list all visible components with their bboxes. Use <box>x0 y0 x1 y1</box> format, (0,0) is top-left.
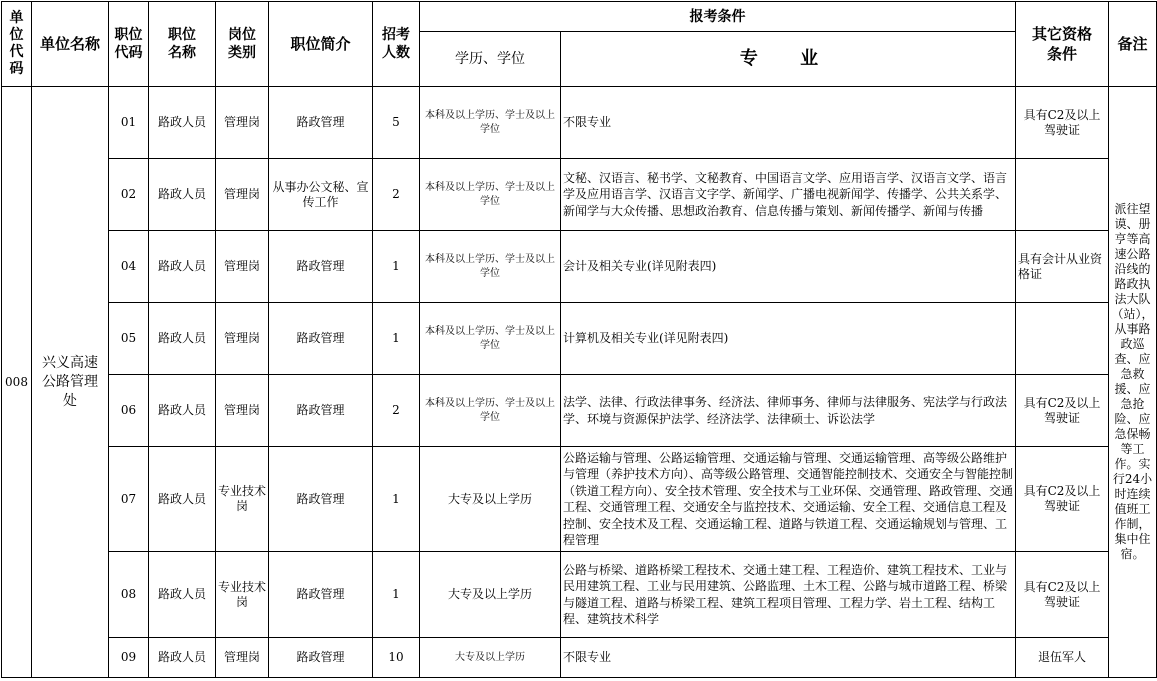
position-type: 专业技术岗 <box>216 447 269 552</box>
position-type: 管理岗 <box>216 375 269 447</box>
position-code: 09 <box>109 638 149 678</box>
major: 文秘、汉语言、秘书学、文秘教育、中国语言文学、应用语言学、汉语言文学、语言学及应用语言学、汉语言文字学、新闻学、广播电视新闻学、传播学、公共关系学、新闻学与大众传播、思想政治教育、信息传播与策划、新闻传播学、新闻与传播 <box>561 159 1016 231</box>
major: 法学、法律、行政法律事务、经济法、律师事务、律师与法律服务、宪法学与行政法学、环境与资源保护法学、经济法学、法律硕士、诉讼法学 <box>561 375 1016 447</box>
table-row <box>2 638 1157 678</box>
position-type: 专业技术岗 <box>216 552 269 638</box>
position-code: 01 <box>109 87 149 159</box>
other-conditions: 退伍军人 <box>1016 638 1109 678</box>
position-name: 路政人员 <box>149 552 216 638</box>
recruit-count: 10 <box>373 638 420 678</box>
position-name: 路政人员 <box>149 375 216 447</box>
major: 不限专业 <box>561 638 1016 678</box>
position-code: 08 <box>109 552 149 638</box>
position-desc: 路政管理 <box>269 231 373 303</box>
position-name: 路政人员 <box>149 303 216 375</box>
header-education: 学历、学位 <box>420 32 561 87</box>
education: 大专及以上学历 <box>420 447 561 552</box>
position-type: 管理岗 <box>216 231 269 303</box>
position-desc: 路政管理 <box>269 87 373 159</box>
position-type: 管理岗 <box>216 638 269 678</box>
table-row <box>2 231 1157 303</box>
recruit-count: 2 <box>373 159 420 231</box>
recruit-count: 2 <box>373 375 420 447</box>
major: 不限专业 <box>561 87 1016 159</box>
other-conditions: 具有C2及以上驾驶证 <box>1016 447 1109 552</box>
position-type: 管理岗 <box>216 303 269 375</box>
header-major: 专 业 <box>561 32 1016 87</box>
position-code: 06 <box>109 375 149 447</box>
recruit-count: 1 <box>373 231 420 303</box>
recruit-count: 1 <box>373 303 420 375</box>
header-remark: 备注 <box>1109 2 1157 87</box>
remark: 派往望谟、册亨等高速公路沿线的路政执法大队（站），从事路政巡查、应急救援、应急抢险、应急保畅等工作。实行24小时连续值班工作制，集中住宿。 <box>1109 87 1157 678</box>
header-position-code: 职位代码 <box>109 2 149 87</box>
table-row <box>2 159 1157 231</box>
position-code: 05 <box>109 303 149 375</box>
other-conditions: 具有C2及以上驾驶证 <box>1016 87 1109 159</box>
education: 大专及以上学历 <box>420 552 561 638</box>
position-type: 管理岗 <box>216 87 269 159</box>
unit-name: 兴义高速公路管理处 <box>32 87 109 678</box>
position-code: 02 <box>109 159 149 231</box>
recruit-count: 1 <box>373 447 420 552</box>
education: 本科及以上学历、学士及以上学位 <box>420 375 561 447</box>
position-name: 路政人员 <box>149 231 216 303</box>
header-conditions: 报考条件 <box>420 2 1016 32</box>
position-code: 04 <box>109 231 149 303</box>
position-desc: 路政管理 <box>269 638 373 678</box>
header-recruit-count: 招考人数 <box>373 2 420 87</box>
unit-code: 008 <box>2 87 32 678</box>
other-conditions: 具有C2及以上驾驶证 <box>1016 552 1109 638</box>
position-desc: 路政管理 <box>269 303 373 375</box>
other-conditions: 具有会计从业资格证 <box>1016 231 1109 303</box>
position-desc: 路政管理 <box>269 552 373 638</box>
education: 本科及以上学历、学士及以上学位 <box>420 159 561 231</box>
position-name: 路政人员 <box>149 87 216 159</box>
education: 大专及以上学历 <box>420 638 561 678</box>
header-position-type: 岗位类别 <box>216 2 269 87</box>
position-name: 路政人员 <box>149 638 216 678</box>
major: 公路运输与管理、公路运输管理、交通运输与管理、交通运输管理、高等级公路维护与管理（养护技术方向）、高等级公路管理、交通智能控制技术、交通安全与智能控制（铁道工程方向）、安全技术管理、安全技术与工业环保、交通管理、路政管理、交通工程、交通管理工程、交通安全与监控技术、交通运输、安全工程、交通信息工程及控制、安全技术及工程、交通运输工程、道路与铁道工程、交通运输规划与管理、工程管理 <box>561 447 1016 552</box>
header-position-desc: 职位简介 <box>269 2 373 87</box>
other-conditions <box>1016 159 1109 231</box>
major: 计算机及相关专业(详见附表四) <box>561 303 1016 375</box>
recruit-count: 5 <box>373 87 420 159</box>
position-name: 路政人员 <box>149 159 216 231</box>
header-position-name: 职位名称 <box>149 2 216 87</box>
other-conditions <box>1016 303 1109 375</box>
position-type: 管理岗 <box>216 159 269 231</box>
major: 公路与桥梁、道路桥梁工程技术、交通土建工程、工程造价、建筑工程技术、工业与民用建筑工程、工业与民用建筑、公路监理、土木工程、公路与城市道路工程、桥梁与隧道工程、道路与桥梁工程、建筑工程项目管理、工程力学、岩土工程、结构工程、建筑技术科学 <box>561 552 1016 638</box>
recruitment-table <box>1 1 1157 678</box>
position-desc: 从事办公文秘、宣传工作 <box>269 159 373 231</box>
position-desc: 路政管理 <box>269 375 373 447</box>
position-name: 路政人员 <box>149 447 216 552</box>
table-row <box>2 552 1157 638</box>
education: 本科及以上学历、学士及以上学位 <box>420 303 561 375</box>
table-row <box>2 303 1157 375</box>
position-desc: 路政管理 <box>269 447 373 552</box>
header-unit-code: 单位代码 <box>2 2 32 87</box>
table-row <box>2 375 1157 447</box>
table-row <box>2 447 1157 552</box>
education: 本科及以上学历、学士及以上学位 <box>420 231 561 303</box>
recruit-count: 1 <box>373 552 420 638</box>
education: 本科及以上学历、学士及以上学位 <box>420 87 561 159</box>
header-other-conditions: 其它资格条件 <box>1016 2 1109 87</box>
other-conditions: 具有C2及以上驾驶证 <box>1016 375 1109 447</box>
position-code: 07 <box>109 447 149 552</box>
table-row <box>2 87 1157 159</box>
major: 会计及相关专业(详见附表四) <box>561 231 1016 303</box>
header-unit-name: 单位名称 <box>32 2 109 87</box>
